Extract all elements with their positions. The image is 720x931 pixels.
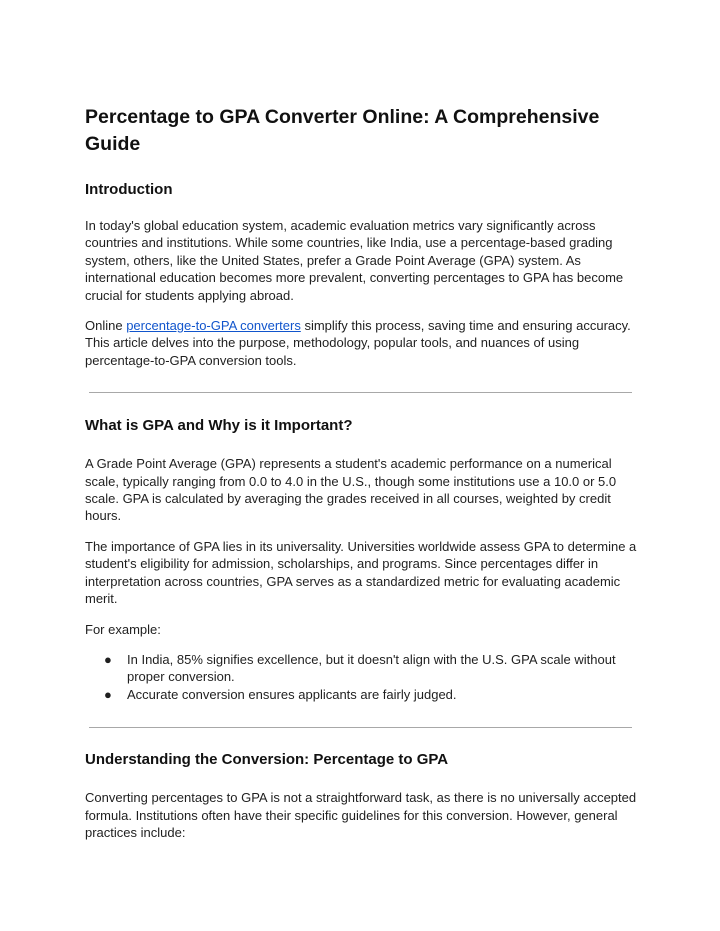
section-heading-introduction: Introduction bbox=[85, 181, 173, 198]
list-item bbox=[85, 651, 640, 686]
intro-paragraph-2-text-before: Online bbox=[85, 318, 127, 334]
section-divider-2 bbox=[89, 727, 632, 728]
conversion-paragraph-1: Converting percentages to GPA is not a straightforward task, as there is no universally accepted formula. Institutions often have their specific guidelines for this conversion. However, general practices include: bbox=[85, 790, 637, 840]
gpa-paragraph-2: The importance of GPA lies in its universality. Universities worldwide assess GPA to determine a student's eligibility for admission, scholarships, and programs. Since percentages differ in interpretation across countries, GPA serves as a standardized metric for evaluating academic merit. bbox=[85, 538, 637, 607]
list-item-text: In India, 85% signifies excellence, but it doesn't align with the U.S. GPA scale without proper conversion. bbox=[127, 651, 616, 685]
intro-paragraph-2-text-after: simplify this process, saving time and ensuring accuracy. This article delves into the purpose, methodology, popular tools, and nuances of using percentage-to-GPA conversion tools. bbox=[85, 318, 631, 368]
list-item bbox=[85, 686, 640, 703]
section-divider-1 bbox=[89, 392, 632, 393]
bullet-icon: ● bbox=[104, 651, 112, 667]
list-item-text: Accurate conversion ensures applicants are fairly judged. bbox=[127, 686, 457, 702]
section-heading-gpa: What is GPA and Why is it Important? bbox=[85, 417, 353, 435]
intro-paragraph-2 bbox=[85, 317, 640, 369]
gpa-example-list bbox=[85, 651, 640, 703]
converters-link[interactable]: percentage-to-GPA converters bbox=[126, 318, 301, 334]
gpa-paragraph-3: For example: bbox=[85, 621, 161, 637]
intro-paragraph-1: In today's global education system, academic evaluation metrics vary significantly across countries and institutions. While some countries, like India, use a percentage-based grading system, others, like the United States, prefer a Grade Point Average (GPA) system. As international education becomes more prevalent, converting percentages to GPA has become crucial for students applying abroad. bbox=[85, 218, 624, 303]
section-heading-conversion: Understanding the Conversion: Percentage to GPA bbox=[85, 751, 449, 769]
document-title: Percentage to GPA Converter Online: A Comprehensive Guide bbox=[85, 106, 600, 155]
document-page bbox=[85, 104, 640, 841]
gpa-paragraph-1: A Grade Point Average (GPA) represents a student's academic performance on a numerical scale, typically ranging from 0.0 to 4.0 in the U.S., though some institutions use a 10.0 or 5.0 scale. GPA is calculated by averaging the grades received in all courses, weighted by credit hours. bbox=[85, 456, 617, 524]
bullet-icon: ● bbox=[104, 686, 112, 702]
